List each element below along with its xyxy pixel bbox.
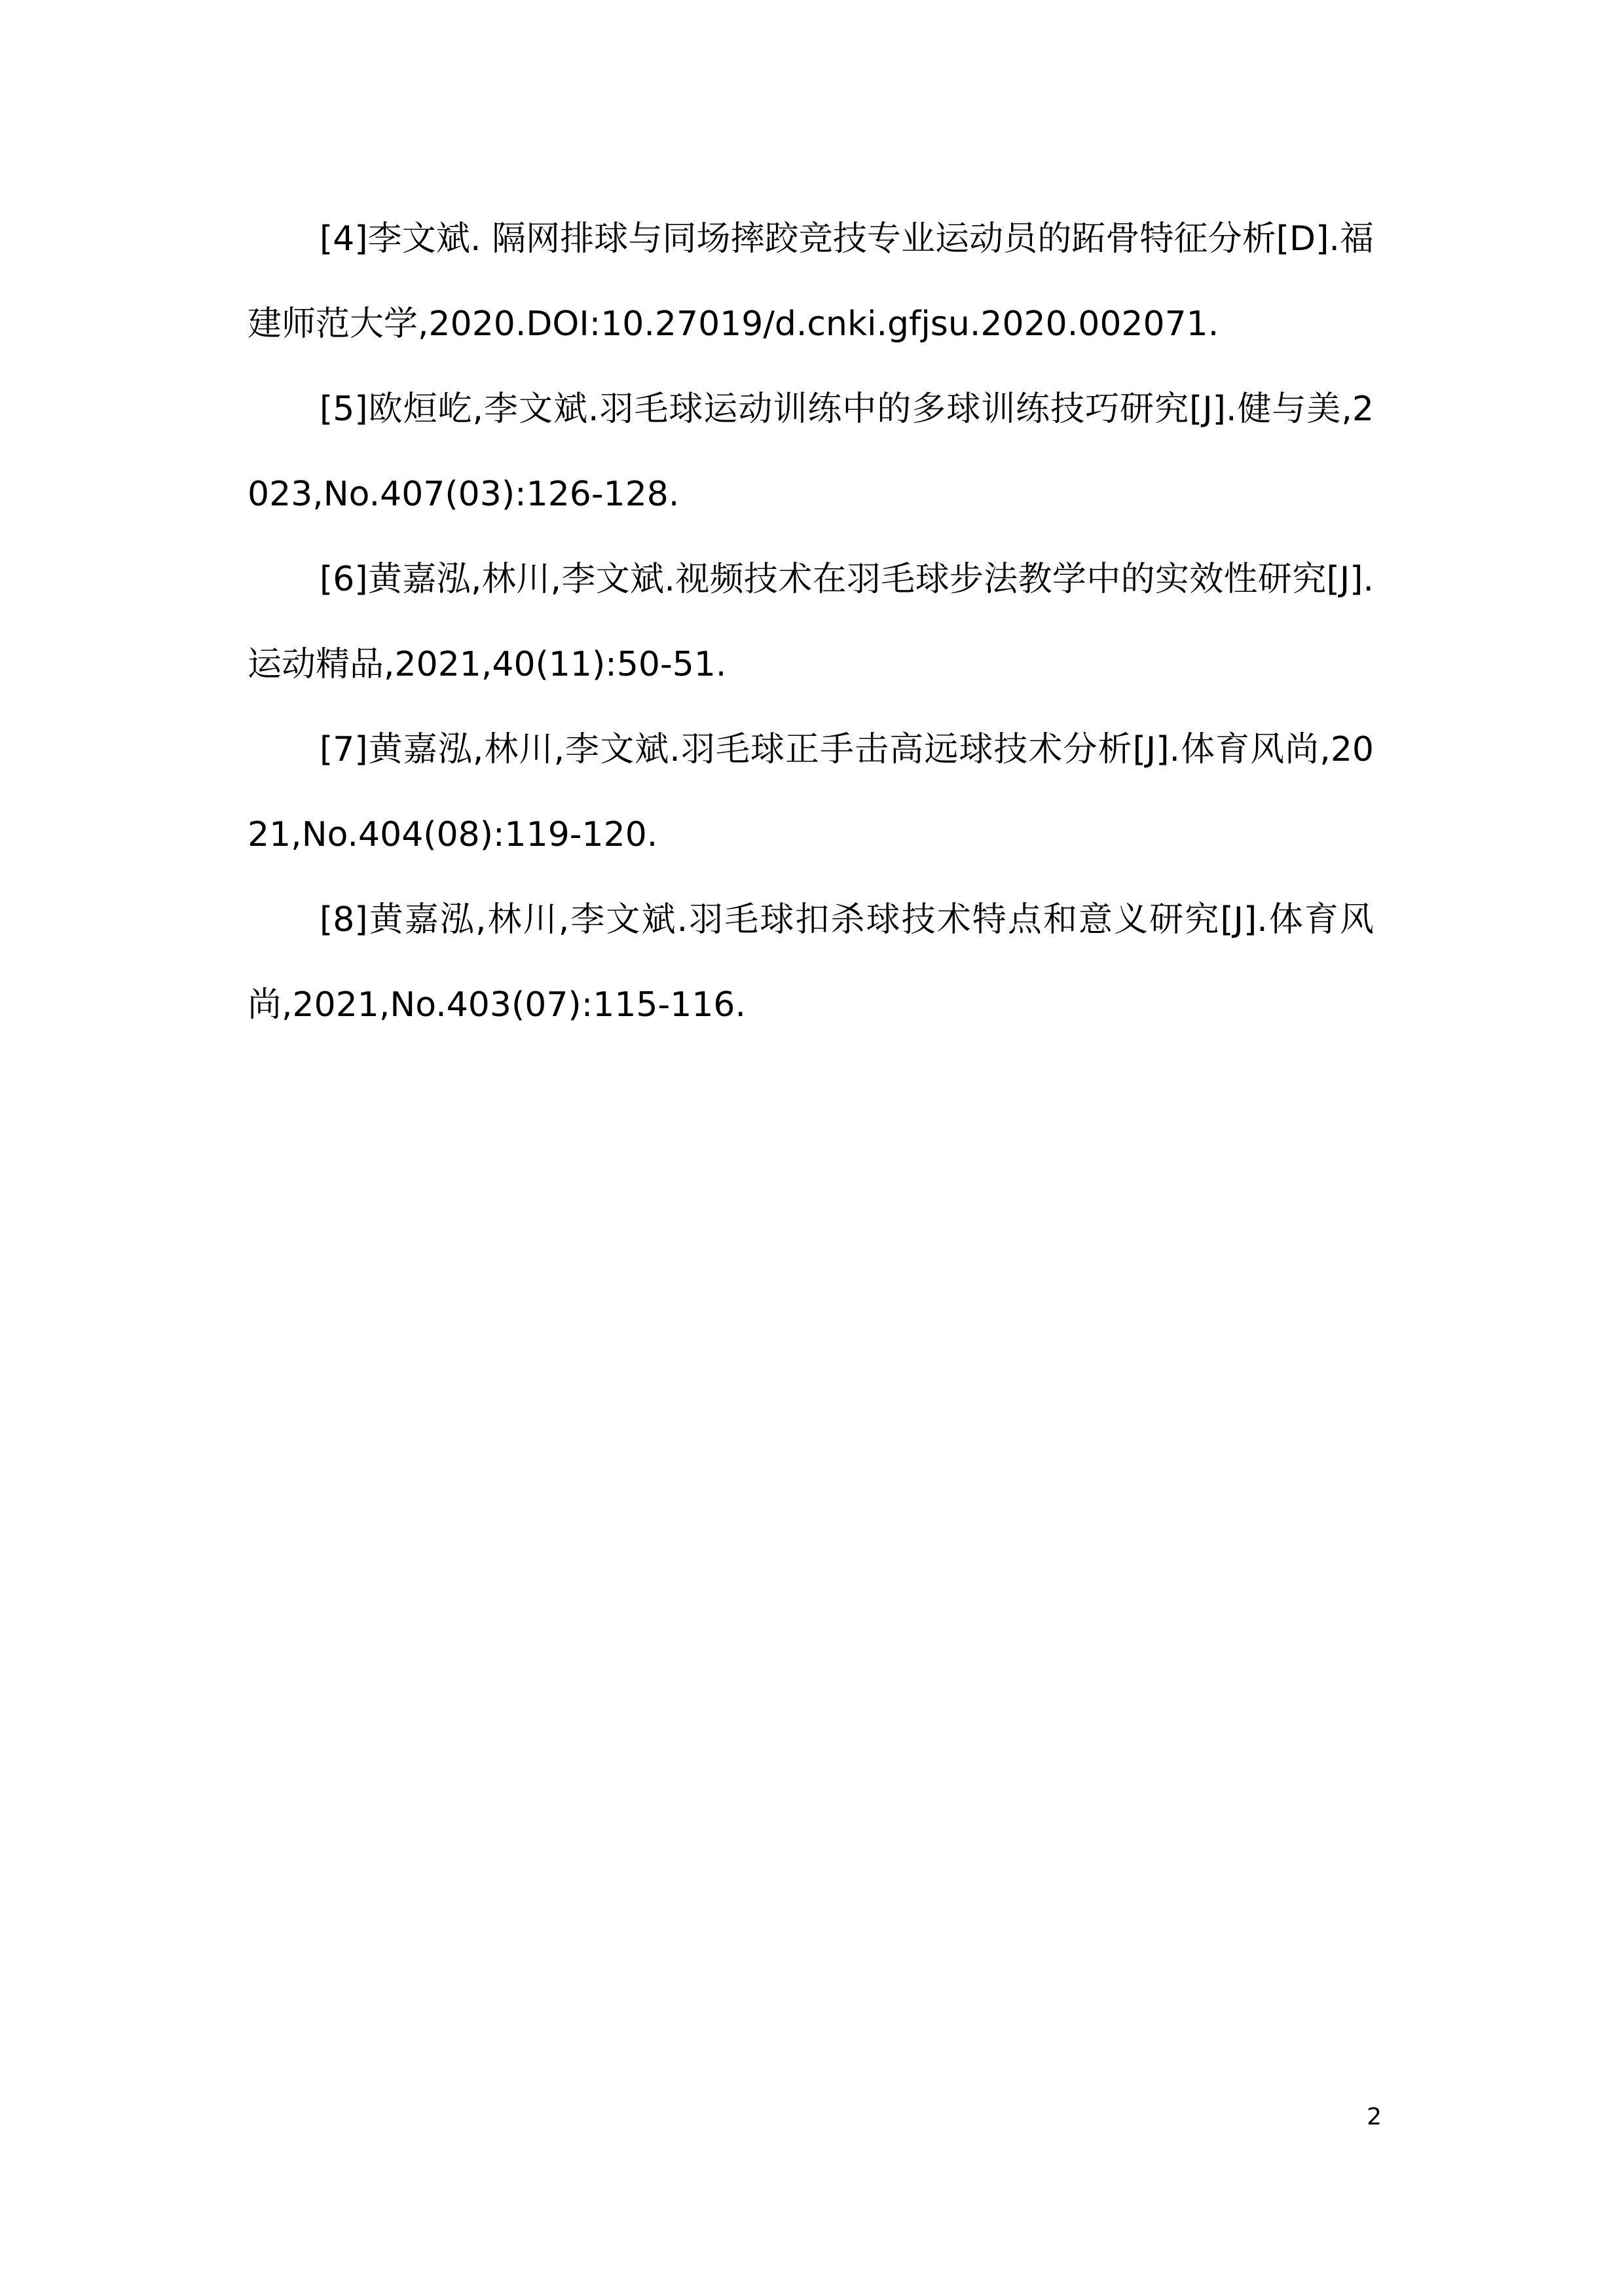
reference-entry-4: [4]李文斌. 隔网排球与同场摔跤竞技专业运动员的跖骨特征分析[D].福建师范大学,2020.DOI:10.27019/d.cnki.gfjsu.2020.002071. xyxy=(248,219,1374,344)
reference-list xyxy=(248,196,1374,1048)
reference-entry-7: [7]黄嘉泓,林川,李文斌.羽毛球正手击高远球技术分析[J].体育风尚,2021,No.404(08):119-120. xyxy=(248,730,1374,854)
reference-entry-6: [6]黄嘉泓,林川,李文斌.视频技术在羽毛球步法教学中的实效性研究[J].运动精品,2021,40(11):50-51. xyxy=(248,560,1374,684)
reference-entry-8: [8]黄嘉泓,林川,李文斌.羽毛球扣杀球技术特点和意义研究[J].体育风尚,2021,No.403(07):115-116. xyxy=(248,900,1374,1025)
page-number: 2 xyxy=(1367,2104,1382,2130)
reference-entry-5: [5]欧烜屹,李文斌.羽毛球运动训练中的多球训练技巧研究[J].健与美,2023,No.407(03):126-128. xyxy=(248,390,1374,514)
